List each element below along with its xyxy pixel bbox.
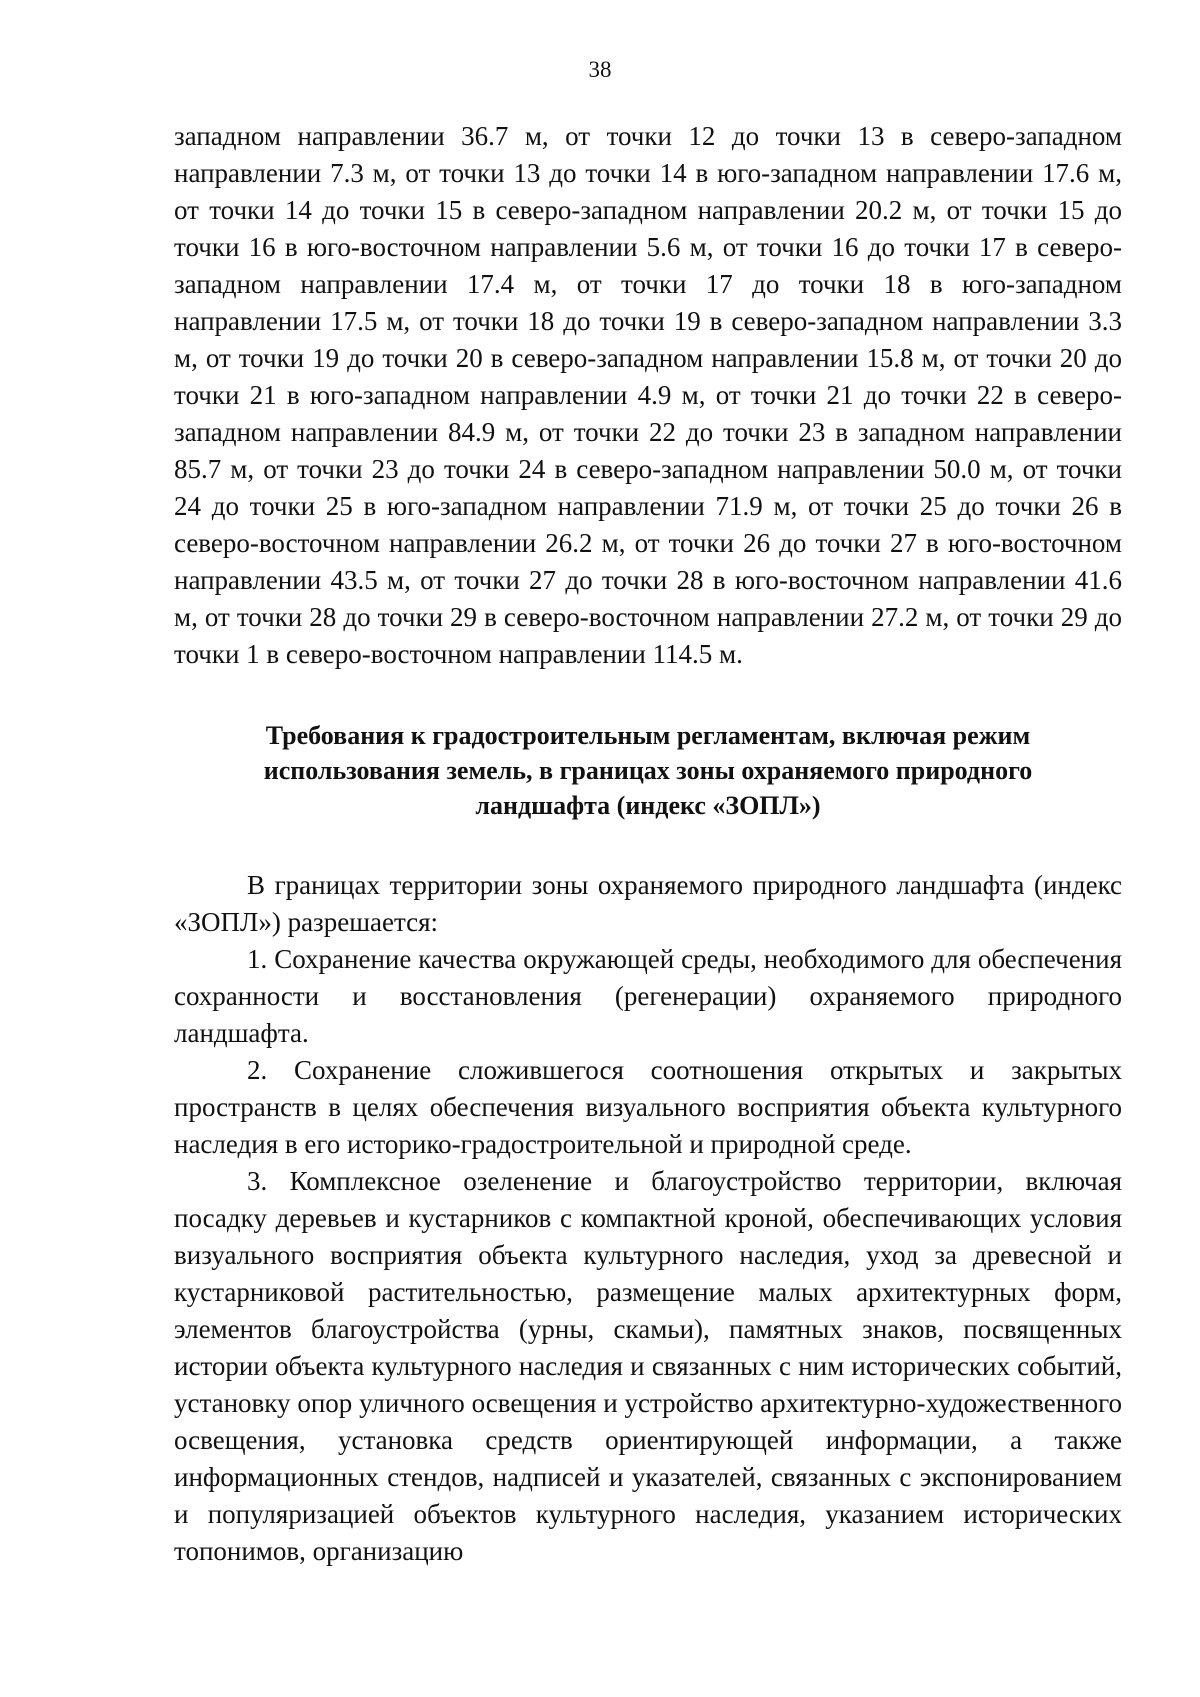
list-item-3: 3. Комплексное озеленение и благоустройство территории, включая посадку деревьев и кустарников с компактной кроной, обеспечивающих условия визуального восприятия объекта культурного наследия, уход за древесной и кустарниковой растительностью, размещение малых архитектурных форм, элементов благоустройства (урны, скамьи), памятных знаков, посвященных истории объекта культурного наследия и связанных с ним исторических событий, установку опор уличного освещения и устройство архитектурно-художественного освещения, установка средств ориентирующей информации, а также информационных стендов, надписей и указателей, связанных с экспонированием и популяризацией объектов культурного наследия, указанием исторических топонимов, организацию	[174, 1166, 1122, 1566]
document-body	[174, 118, 1122, 1570]
list-item-2: 2. Сохранение сложившегося соотношения открытых и закрытых пространств в целях обеспечения визуального восприятия объекта культурного наследия в его историко-градостроительной и природной среде.	[174, 1055, 1122, 1159]
boundary-description-paragraph: западном направлении 36.7 м, от точки 12 до точки 13 в северо-западном направлении 7.3 м, от точки 13 до точки 14 в юго-западном направлении 17.6 м, от точки 14 до точки 15 в северо-западном направлении 20.2 м, от точки 15 до точки 16 в юго-восточном направлении 5.6 м, от точки 16 до точки 17 в северо-западном направлении 17.4 м, от точки 17 до точки 18 в юго-западном направлении 17.5 м, от точки 18 до точки 19 в северо-западном направлении 3.3 м, от точки 19 до точки 20 в северо-западном направлении 15.8 м, от точки 20 до точки 21 в юго-западном направлении 4.9 м, от точки 21 до точки 22 в северо-западном направлении 84.9 м, от точки 22 до точки 23 в западном направлении 85.7 м, от точки 23 до точки 24 в северо-западном направлении 50.0 м, от точки 24 до точки 25 в юго-западном направлении 71.9 м, от точки 25 до точки 26 в северо-восточном направлении 26.2 м, от точки 26 до точки 27 в юго-восточном направлении 43.5 м, от точки 27 до точки 28 в юго-восточном направлении 41.6 м, от точки 28 до точки 29 в северо-восточном направлении 27.2 м, от точки 29 до точки 1 в северо-восточном направлении 114.5 м.	[174, 121, 1122, 669]
intro-paragraph: В границах территории зоны охраняемого природного ландшафта (индекс «ЗОПЛ») разрешается:	[174, 870, 1122, 937]
section-heading: Требования к градостроительным регламентам, включая режим использования земель, в границах зоны охраняемого природного ландшафта (индекс «ЗОПЛ»)	[263, 721, 1033, 820]
page-number: 38	[588, 57, 612, 82]
list-item-1: 1. Сохранение качества окружающей среды, необходимого для обеспечения сохранности и восстановления (регенерации) охраняемого природного ландшафта.	[174, 944, 1122, 1048]
